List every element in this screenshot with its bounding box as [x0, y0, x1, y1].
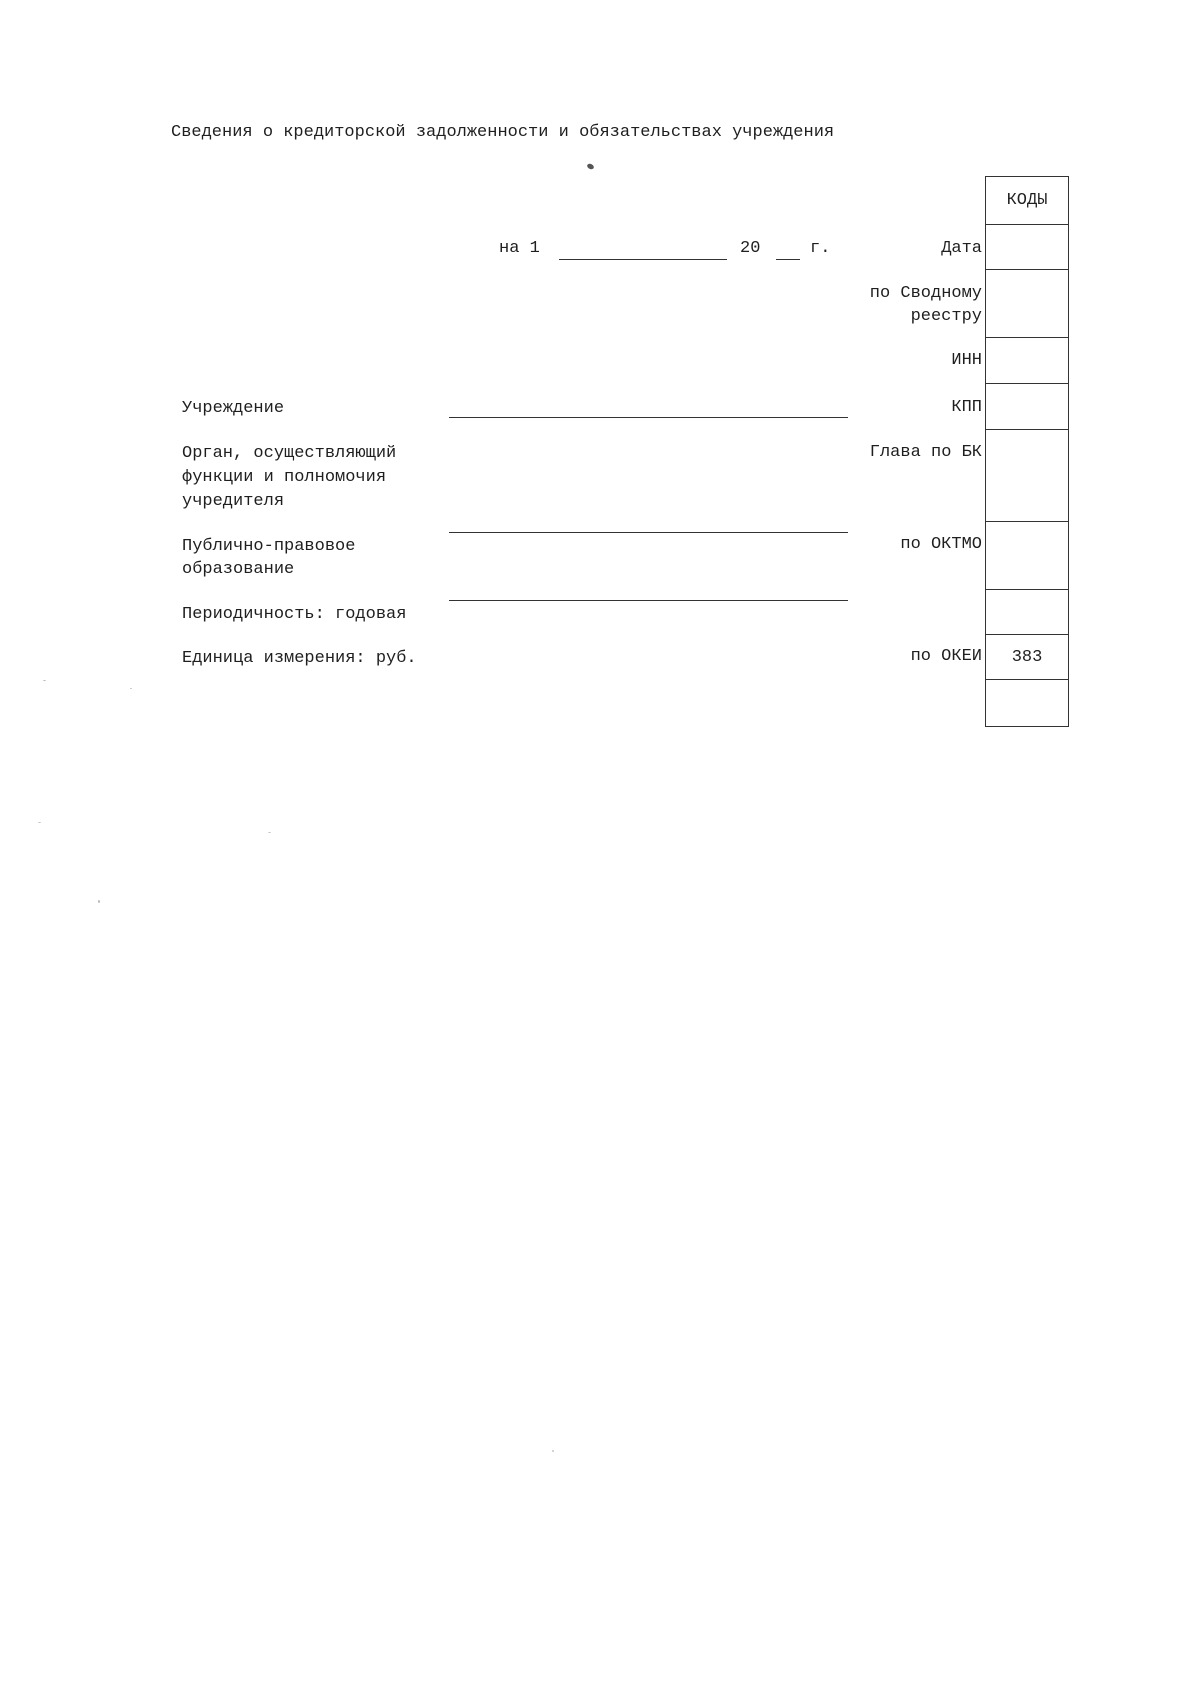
label-date: Дата [941, 239, 982, 258]
label-municipality-line2: образование [182, 560, 295, 579]
label-founder-line1: Орган, осуществляющий [182, 444, 397, 463]
date-day-month-blank [559, 259, 727, 260]
label-okei: по ОКЕИ [910, 647, 982, 666]
date-prefix: на 1 [499, 239, 540, 258]
code-cell-bk-chapter [986, 430, 1068, 522]
scan-speck [552, 1450, 554, 1452]
code-cell-periodicity [986, 590, 1068, 635]
label-registry-line2: реестру [910, 307, 982, 326]
scan-speck [43, 680, 46, 681]
okei-code-value: 383 [1011, 647, 1043, 667]
document-title: Сведения о кредиторской задолженности и обязательствах учреждения [171, 123, 835, 142]
label-founder-line2: функции и полномочия [182, 468, 387, 487]
label-periodicity: Периодичность: годовая [182, 605, 407, 624]
code-cell-oktmo [986, 522, 1068, 590]
label-institution: Учреждение [182, 399, 285, 418]
label-kpp: КПП [951, 398, 982, 417]
scan-speck [586, 163, 594, 170]
label-municipality-line1: Публично-правовое [182, 537, 356, 556]
label-unit: Единица измерения: руб. [182, 649, 417, 668]
label-inn: ИНН [951, 351, 982, 370]
institution-blank-line [449, 417, 848, 418]
label-bk-chapter: Глава по БК [869, 443, 982, 462]
founder-blank-line [449, 532, 848, 533]
codes-header-cell [986, 177, 1068, 225]
code-cell-kpp [986, 384, 1068, 430]
scan-speck [38, 822, 41, 823]
codes-header: КОДЫ [1006, 191, 1048, 210]
code-cell-date [986, 225, 1068, 270]
code-cell-inn [986, 338, 1068, 384]
codes-column [985, 176, 1069, 727]
scan-speck [268, 832, 271, 833]
label-founder-line3: учредителя [182, 492, 285, 511]
date-suffix: г. [810, 239, 831, 258]
scan-speck [98, 900, 100, 903]
scan-speck [130, 688, 132, 689]
date-year-prefix: 20 [740, 239, 761, 258]
code-cell-registry [986, 270, 1068, 338]
code-cell-okei [986, 635, 1068, 680]
municipality-blank-line [449, 600, 848, 601]
label-registry-line1: по Сводному [869, 284, 982, 303]
date-year-blank [776, 259, 800, 260]
label-oktmo: по ОКТМО [900, 535, 982, 554]
code-cell-empty [986, 680, 1068, 726]
